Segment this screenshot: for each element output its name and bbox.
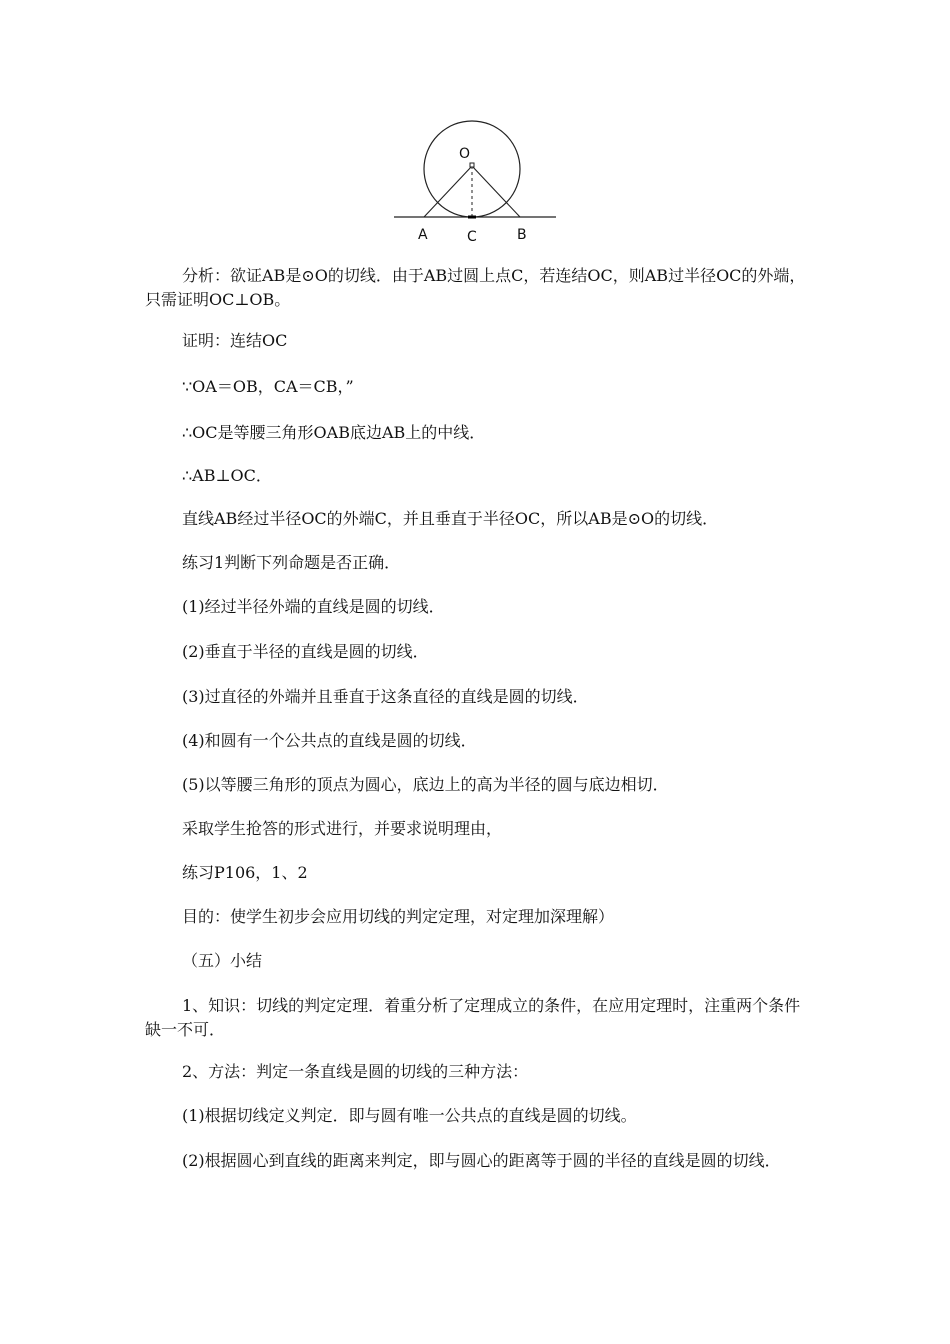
center-point xyxy=(470,163,474,167)
method2-paragraph: (2)根据圆心到直线的距离来判定，即与圆心的距离等于圆的半径的直线是圆的切线． xyxy=(182,1151,781,1170)
exercise1-item2: (2)垂直于半径的直线是圆的切线． xyxy=(182,642,429,661)
therefore-median: ∴OC是等腰三角形OAB底边AB上的中线． xyxy=(182,423,486,442)
therefore-perpendicular: ∴AB⊥OC． xyxy=(182,466,272,485)
analysis-paragraph: 分析：欲证AB是⊙O的切线．由于AB过圆上点C，若连结OC，则AB过半径OC的外端，只需证明OC⊥OB。 xyxy=(145,266,806,309)
exercise1-item5: (5)以等腰三角形的顶点为圆心，底边上的高为半径的圆与底边相切． xyxy=(182,775,669,794)
tangent-diagram-svg xyxy=(390,112,560,247)
label-c: C xyxy=(467,229,477,245)
exercise1-item1: (1)经过半径外端的直线是圆的切线． xyxy=(182,597,445,616)
tangent-diagram xyxy=(390,112,560,251)
label-a: A xyxy=(418,227,428,243)
exercise1-item4: (4)和圆有一个公共点的直线是圆的切线． xyxy=(182,731,477,750)
label-o: O xyxy=(459,146,471,162)
segment-oa xyxy=(424,166,472,217)
method1-line: (1)根据切线定义判定．即与圆有唯一公共点的直线是圆的切线。 xyxy=(182,1106,637,1125)
exercise2-line: 练习P106，1、2 xyxy=(182,863,308,882)
exercise1-heading: 练习1判断下列命题是否正确． xyxy=(182,553,401,572)
summary-heading: （五）小结 xyxy=(182,951,263,970)
exercise1-item3: (3)过直径的外端并且垂直于这条直径的直线是圆的切线． xyxy=(182,687,589,706)
proof-intro: 证明：连结OC xyxy=(182,331,288,350)
label-b: B xyxy=(517,227,527,243)
conclusion-line: 直线AB经过半径OC的外端C，并且垂直于半径OC，所以AB是⊙O的切线． xyxy=(182,509,719,528)
method-note: 采取学生抢答的形式进行，并要求说明理由， xyxy=(182,819,503,838)
because-line: ∵OA＝OB，CA＝CB，” xyxy=(182,377,354,396)
knowledge-paragraph: 1、知识：切线的判定定理．着重分析了定理成立的条件，在应用定理时，注重两个条件缺一不可． xyxy=(145,996,801,1039)
methods-heading: 2、方法：判定一条直线是圆的切线的三种方法： xyxy=(182,1062,529,1081)
segment-ob xyxy=(472,166,520,217)
purpose-line: 目的：使学生初步会应用切线的判定定理，对定理加深理解） xyxy=(182,907,615,926)
